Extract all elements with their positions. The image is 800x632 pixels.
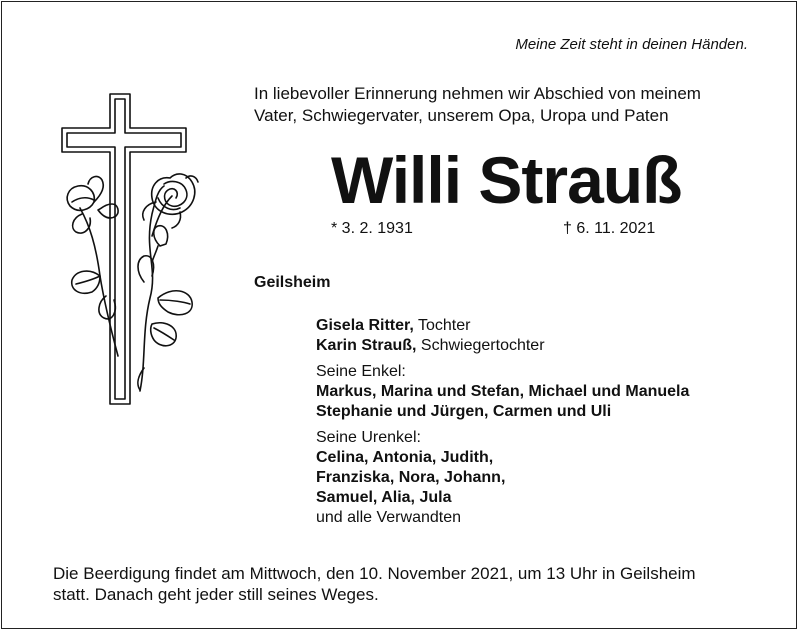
great-grandchildren-label: Seine Urenkel: [316,429,421,446]
deceased-name: Willi Strauß [331,143,682,217]
cross-with-rose-icon [40,86,210,416]
grandchildren-label: Seine Enkel: [316,363,406,380]
funeral-line-1: Die Beerdigung findet am Mittwoch, den 10. November 2021, um 13 Uhr in Geilsheim [53,564,696,583]
death-date: † 6. 11. 2021 [563,220,656,237]
birth-date: * 3. 2. 1931 [331,220,413,237]
funeral-line-2: statt. Danach geht jeder still seines Weges. [53,585,379,604]
intro-line-1: In liebevoller Erinnerung nehmen wir Abschied von meinem [254,84,701,103]
place-name: Geilsheim [254,274,331,291]
great-grandchildren-line: Celina, Antonia, Judith, [316,449,494,466]
grandchildren-line: Stephanie und Jürgen, Carmen und Uli [316,403,612,420]
great-grandchildren-line: Samuel, Alia, Jula [316,489,452,506]
relatives-line: und alle Verwandten [316,509,461,526]
family-member [316,336,689,356]
intro-text [254,83,754,127]
funeral-info [53,563,773,605]
member-relation: Schwiegertochter [416,337,545,354]
great-grandchildren-line: Franziska, Nora, Johann, [316,469,506,486]
motto: Meine Zeit steht in deinen Händen. [515,36,748,53]
member-relation: Tochter [413,317,471,334]
family-list [316,316,689,528]
family-member [316,316,689,336]
member-name: Karin Strauß, [316,337,417,354]
member-name: Gisela Ritter, [316,317,414,334]
grandchildren-line: Markus, Marina und Stefan, Michael und Manuela [316,383,690,400]
intro-line-2: Vater, Schwiegervater, unserem Opa, Uropa und Paten [254,106,669,125]
